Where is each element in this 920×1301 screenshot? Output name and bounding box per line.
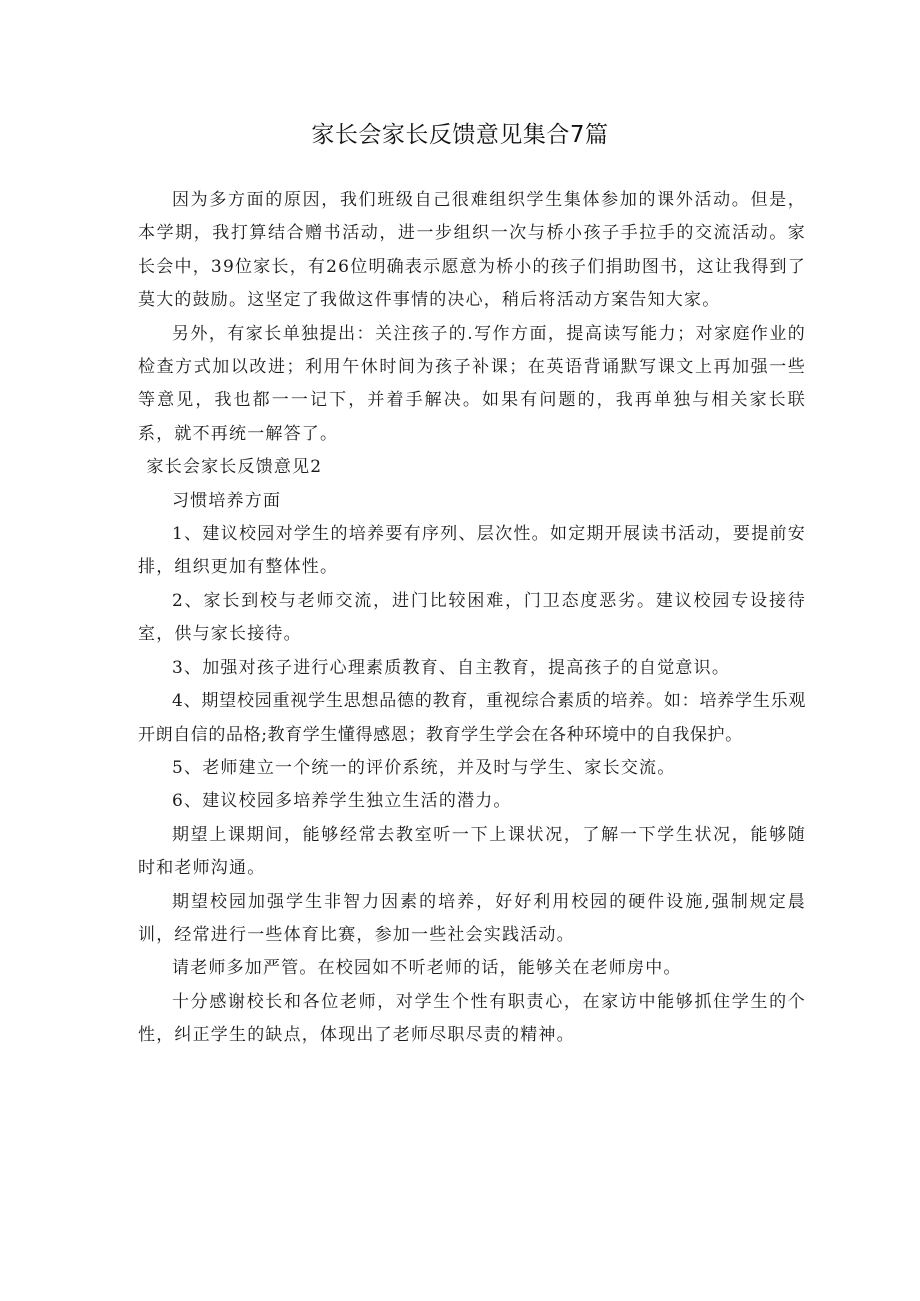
list-item: 3、加强对孩子进行心理素质教育、自主教育，提高孩子的自觉意识。 [172,657,731,678]
paragraph: 十分感谢校长和各位老师，对学生个性有职责心，在家访中能够抓住学生的个性，纠正学生的缺点，体现出了老师尽职尽责的精神。 [138,991,806,1046]
list-item: 5、老师建立一个统一的评价系统，并及时与学生、家长交流。 [172,757,676,778]
paragraph: 期望校园加强学生非智力因素的培养，好好利用校园的硬件设施,强制规定晨训，经常进行一些体育比赛，参加一些社会实践活动。 [138,891,806,945]
list-item: 2、家长到校与老师交流，进门比较困难，门卫态度恶劣。建议校园专设接待室，供与家长接待。 [138,590,806,645]
list-item: 1、建议校园对学生的培养要有序列、层次性。如定期开展读书活动，要提前安排，组织更加有整体性。 [138,524,806,578]
paragraph: 另外，有家长单独提出：关注孩子的.写作方面，提高读写能力；对家庭作业的检查方式加以改进；利用午休时间为孩子补课；在英语背诵默写课文上再加强一些等意见，我也都一一记下，并着手解决。如果有问题的，我再单独与相关家长联系，就不再统一解答了。 [138,323,806,444]
paragraph: 请老师多加严管。在校园如不听老师的话，能够关在老师房中。 [172,958,682,979]
document-body [138,184,806,1053]
sub-heading: 习惯培养方面 [172,490,282,511]
section-heading: 家长会家长反馈意见2 [146,457,323,478]
paragraph: 期望上课期间，能够经常去教室听一下上课状况，了解一下学生状况，能够随时和老师沟通。 [138,824,806,879]
document-title: 家长会家长反馈意见集合7篇 [311,122,609,148]
list-item: 4、期望校园重视学生思想品德的教育，重视综合素质的培养。如：培养学生乐观开朗自信的品格;教育学生懂得感恩；教育学生学会在各种环境中的自我保护。 [138,691,806,745]
list-item: 6、建议校园多培养学生独立生活的潜力。 [172,791,512,812]
paragraph: 因为多方面的原因，我们班级自己很难组织学生集体参加的课外活动。但是，本学期，我打算结合赠书活动，进一步组织一次与桥小孩子手拉手的交流活动。家长会中，39位家长，有26位明确表示愿意为桥小的孩子们捐助图书，这让我得到了莫大的鼓励。这坚定了我做这件事情的决心，稍后将活动方案告知大家。 [138,190,806,311]
